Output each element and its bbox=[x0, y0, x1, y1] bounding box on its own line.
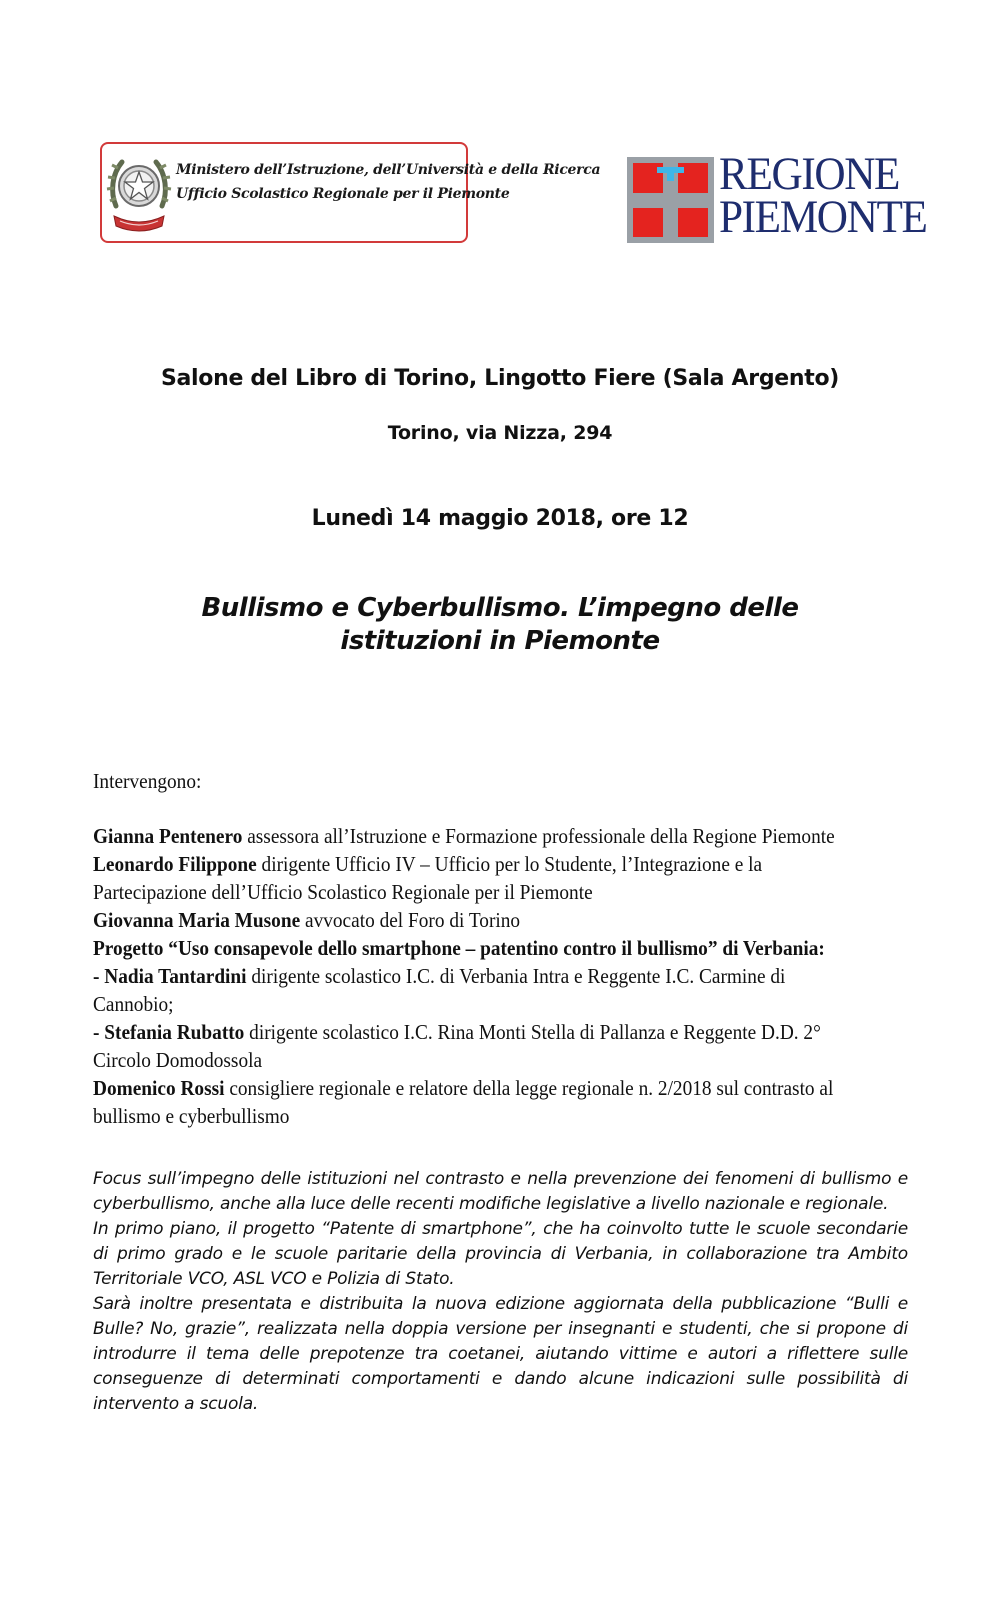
project-title: Progetto “Uso consapevole dello smartphone – patentino contro il bullismo” di Verbania: bbox=[93, 936, 825, 960]
event-date: Lunedì 14 maggio 2018, ore 12 bbox=[311, 506, 689, 531]
miur-logo bbox=[100, 142, 601, 243]
regione-piemonte-logo bbox=[627, 148, 927, 243]
regione-piemonte-wordmark bbox=[719, 148, 927, 243]
event-venue: Salone del Libro di Torino, Lingotto Fiere (Sala Argento) bbox=[160, 366, 840, 391]
miur-line-1: Ministero dell’Istruzione, dell’Università e della Ricerca bbox=[176, 162, 601, 178]
speaker-item bbox=[93, 1074, 857, 1130]
speaker-role: assessora all’Istruzione e Formazione professionale della Regione Piemonte bbox=[242, 824, 835, 848]
event-title: Bullismo e Cyberbullismo. L’impegno delle istituzioni in Piemonte bbox=[201, 593, 799, 656]
speaker-role: dirigente scolastico I.C. di Verbania Intra e Reggente I.C. Carmine di Cannobio; bbox=[93, 964, 786, 1016]
speaker-name: Giovanna Maria Musone bbox=[93, 908, 301, 932]
speaker-item bbox=[93, 906, 857, 934]
speaker-name: - Nadia Tantardini bbox=[93, 964, 247, 988]
focus-paragraph-1: Focus sull’impegno delle istituzioni nel contrasto e nella prevenzione dei fenomeni di bullismo e cyberbullismo, anche alla luce delle recenti modifiche legislative a livello nazionale e regionale. bbox=[93, 1169, 908, 1214]
speakers-intro: Intervengono: bbox=[93, 769, 202, 793]
speaker-name: - Stefania Rubatto bbox=[93, 1020, 245, 1044]
speaker-role: dirigente scolastico I.C. Rina Monti Stella di Pallanza e Reggente D.D. 2° Circolo Domodossola bbox=[93, 1020, 821, 1072]
miur-text bbox=[176, 158, 601, 206]
speaker-role: avvocato del Foro di Torino bbox=[300, 908, 521, 932]
speaker-name: Domenico Rossi bbox=[93, 1076, 225, 1100]
speaker-role: consigliere regionale e relatore della legge regionale n. 2/2018 sul contrasto al bullismo e cyberbullismo bbox=[93, 1076, 834, 1128]
project-heading bbox=[93, 934, 857, 962]
speaker-role: dirigente Ufficio IV – Ufficio per lo Studente, l’Integrazione e la Partecipazione dell’Ufficio Scolastico Regionale per il Piemonte bbox=[93, 852, 763, 904]
speaker-item bbox=[93, 962, 857, 1018]
speaker-name: Gianna Pentenero bbox=[93, 824, 243, 848]
speaker-item bbox=[93, 850, 857, 906]
event-address: Torino, via Nizza, 294 bbox=[387, 422, 613, 444]
speakers-section bbox=[93, 767, 857, 1130]
focus-paragraph-2: In primo piano, il progetto “Patente di smartphone”, che ha coinvolto tutte le scuole secondarie di primo grado e le scuole paritarie della provincia di Verbania, in collaborazione tra Ambito Territoriale VCO, ASL VCO e Polizia di Stato. bbox=[93, 1219, 908, 1289]
piemonte-word: PIEMONTE bbox=[719, 191, 927, 243]
speaker-item bbox=[93, 822, 857, 850]
focus-paragraph-3: Sarà inoltre presentata e distribuita la nuova edizione aggiornata della pubblicazione “Bulli e Bulle? No, grazie”, realizzata nella doppia versione per insegnanti e studenti, che si propone di introdurre il tema delle prepotenze tra coetanei, aiutando vittime e autori a riflettere sulle conseguenze di determinati comportamenti e dando alcune indicazioni sulle possibilità di intervento a scuola. bbox=[93, 1294, 908, 1414]
speaker-item bbox=[93, 1018, 857, 1074]
speaker-name: Leonardo Filippone bbox=[93, 852, 257, 876]
italian-republic-emblem-icon bbox=[106, 148, 172, 240]
regione-piemonte-flag-icon bbox=[627, 157, 714, 243]
focus-section bbox=[93, 1167, 908, 1417]
regione-word: REGIONE bbox=[719, 148, 900, 200]
miur-line-2: Ufficio Scolastico Regionale per il Piemonte bbox=[176, 186, 510, 202]
